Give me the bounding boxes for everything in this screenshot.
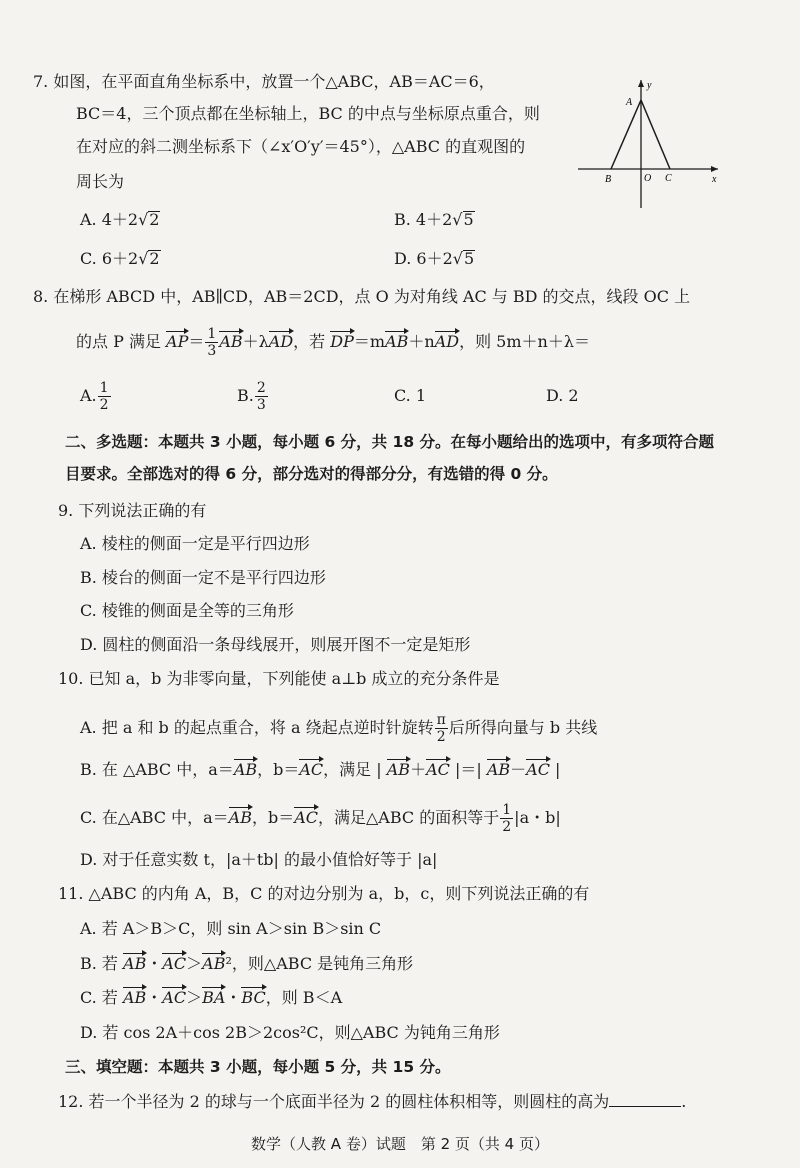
vector-ac: AC [162,952,186,976]
dot-operator: ・ [225,988,242,1007]
fraction-numerator: 2 [256,380,266,396]
q7-option-c-root: 2 [149,249,160,268]
q8-line-2 [76,326,590,359]
q8-line-1: 8. 在梯形 ABCD 中，AB∥CD，AB＝2CD，点 O 为对角线 AC 与 BD 的交点，线段 OC 上 [33,287,691,306]
label-a: A [626,97,633,108]
sqrt-sign: √ [452,210,463,229]
q11-option-d: D. 若 cos 2A＋cos 2B＞2cos²C，则△ABC 为钝角三角形 [80,1023,500,1042]
dot-operator: ・ [146,954,163,973]
q9-option-c: C. 棱锥的侧面是全等的三角形 [80,601,294,620]
q11-option-b-suffix: ²，则△ABC 是钝角三角形 [225,954,414,973]
q8-option-b-label: B. [237,386,254,405]
q11-option-c-suffix: ，则 B＜A [265,988,343,1007]
q10-option-b-prefix: B. 在 △ABC 中，a＝ [80,760,234,779]
label-b: B [605,174,612,185]
q7-line-1: 7. 如图，在平面直角坐标系中，放置一个△ABC，AB＝AC＝6， [33,72,495,91]
q8-connector: ，若 [293,332,326,351]
q11-option-a: A. 若 A＞B＞C，则 sin A＞sin B＞sin C [80,919,382,938]
fraction-denominator: 2 [502,819,512,835]
vector-ba: BA [202,986,225,1010]
q7-option-a-root: 2 [149,210,160,229]
fraction-numerator: π [436,712,446,728]
greater-than: ＞ [186,988,203,1007]
fraction-numerator: 1 [99,380,109,396]
q10-option-a-prefix: A. 把 a 和 b 的起点重合，将 a 绕起点逆时针旋转 [80,718,434,737]
q8-tail: ，则 5m＋n＋λ＝ [459,332,590,351]
fraction-numerator: 1 [502,802,512,818]
q12-stem [58,1090,686,1114]
q8-option-d: D. 2 [546,386,579,405]
fraction-numerator: 1 [207,326,217,342]
q11-option-c [80,986,342,1010]
fraction-pi-over-two [435,712,448,745]
side-ac [641,100,670,169]
sqrt-sign: √ [138,249,149,268]
q7-option-c-text: C. 6＋2 [80,249,139,268]
fraction-denominator: 3 [256,397,266,413]
q10-option-c-sep-2: ，满足△ABC 的面积等于 [318,808,500,827]
vector-dp: DP [330,330,354,354]
q11-option-c-prefix: C. 若 [80,988,118,1007]
q8-option-b [237,380,269,413]
vector-ac: AC [526,758,550,782]
vector-ab: AB [385,330,408,354]
q11-option-b [80,952,413,976]
section-3-heading: 三、填空题：本题共 3 小题，每小题 5 分，共 15 分。 [65,1058,451,1076]
q10-stem: 10. 已知 a，b 为非零向量，下列能使 a⊥b 成立的充分条件是 [58,669,500,688]
label-x: x [712,174,717,185]
q7-option-b-root: 5 [463,210,474,229]
vector-ab: AB [387,758,410,782]
fraction-one-third [205,326,218,359]
q7-line-4: 周长为 [76,172,125,191]
q10-option-c [80,802,561,835]
q7-option-c [80,247,161,271]
label-o: O [644,173,652,184]
q10-option-b-sep-3: |＝| [449,760,487,779]
q8-option-c: C. 1 [394,386,427,405]
q9-option-b: B. 棱台的侧面一定不是平行四边形 [80,568,326,587]
vector-ab: AB [234,758,257,782]
q9-option-a: A. 棱柱的侧面一定是平行四边形 [80,534,310,553]
vector-ab: AB [229,806,252,830]
q10-option-d: D. 对于任意实数 t，|a＋tb| 的最小值恰好等于 |a| [80,850,438,869]
q7-option-d-text: D. 6＋2 [394,249,453,268]
q10-option-b [80,758,560,782]
dot-operator: ・ [146,988,163,1007]
vector-ad: AD [269,330,293,354]
q7-option-d [394,247,475,271]
vector-bc: BC [241,986,265,1010]
vector-ad: AD [435,330,459,354]
fraction-denominator: 2 [99,397,109,413]
q7-option-b [394,208,475,232]
vector-ac: AC [162,986,186,1010]
q11-option-b-prefix: B. 若 [80,954,118,973]
section-2-heading-line-1: 二、多选题：本题共 3 小题，每小题 6 分，共 18 分。在每小题给出的选项中，有多项符合题 [65,433,715,451]
vector-ab: AB [202,952,225,976]
vector-ab: AB [487,758,510,782]
q10-option-b-end: | [549,760,561,779]
fraction-two-thirds [255,380,268,413]
vector-ab: AB [219,330,242,354]
q10-option-c-end: |a・b| [514,808,561,827]
answer-blank[interactable] [609,1091,681,1107]
equals-m: ＝m [353,332,386,351]
q12-end: . [681,1092,687,1111]
fraction-denominator: 3 [207,343,217,359]
minus-sign: － [510,760,527,779]
vector-ac: AC [294,806,318,830]
q7-option-d-root: 5 [464,249,475,268]
sqrt-sign: √ [138,210,149,229]
label-y: y [647,80,652,91]
q10-option-c-prefix: C. 在△ABC 中，a＝ [80,808,229,827]
side-ab [611,100,641,169]
page-footer: 数学（人教 A 卷）试题 第 2 页（共 4 页） [251,1135,549,1153]
q7-triangle-figure [574,74,726,214]
q11-stem: 11. △ABC 的内角 A，B，C 的对边分别为 a，b，c，则下列说法正确的有 [58,884,590,903]
q12-text: 12. 若一个半径为 2 的球与一个底面半径为 2 的圆柱体积相等，则圆柱的高为 [58,1092,610,1111]
greater-than: ＞ [186,954,203,973]
plus-sign: ＋ [410,760,427,779]
q10-option-b-sep-1: ，b＝ [257,760,300,779]
q7-line-3: 在对应的斜二测坐标系下（∠x′O′y′＝45°），△ABC 的直观图的 [76,137,526,156]
q10-option-a [80,712,597,745]
q7-line-2: BC＝4，三个顶点都在坐标轴上，BC 的中点与坐标原点重合，则 [76,104,540,123]
q10-option-a-suffix: 后所得向量与 b 共线 [448,718,598,737]
vector-ap: AP [166,330,188,354]
plus-n: ＋n [408,332,435,351]
y-axis-arrow-icon [638,80,644,87]
fraction-one-half [98,380,111,413]
q7-option-a [80,208,160,232]
q7-option-b-text: B. 4＋2 [394,210,453,229]
vector-ab: AB [123,952,146,976]
equals-sign: ＝ [188,332,205,351]
plus-lambda: ＋λ [242,332,269,351]
fraction-one-half [500,802,513,835]
q8-option-a [80,380,112,413]
q10-option-b-sep-2: ，满足 | [323,760,387,779]
q10-option-c-sep-1: ，b＝ [251,808,295,827]
q8-option-a-label: A. [80,386,97,405]
fraction-denominator: 2 [436,729,446,745]
q9-stem: 9. 下列说法正确的有 [58,501,207,520]
q9-option-d: D. 圆柱的侧面沿一条母线展开，则展开图不一定是矩形 [80,635,471,654]
sqrt-sign: √ [452,249,463,268]
vector-ac: AC [299,758,323,782]
x-axis-arrow-icon [711,166,718,172]
q7-option-a-text: A. 4＋2 [80,210,139,229]
section-2-heading-line-2: 目要求。全部选对的得 6 分，部分选对的得部分分，有选错的得 0 分。 [65,465,558,483]
q8-line-2-prefix: 的点 P 满足 [76,332,161,351]
vector-ac: AC [426,758,450,782]
vector-ab: AB [123,986,146,1010]
label-c: C [665,173,672,184]
